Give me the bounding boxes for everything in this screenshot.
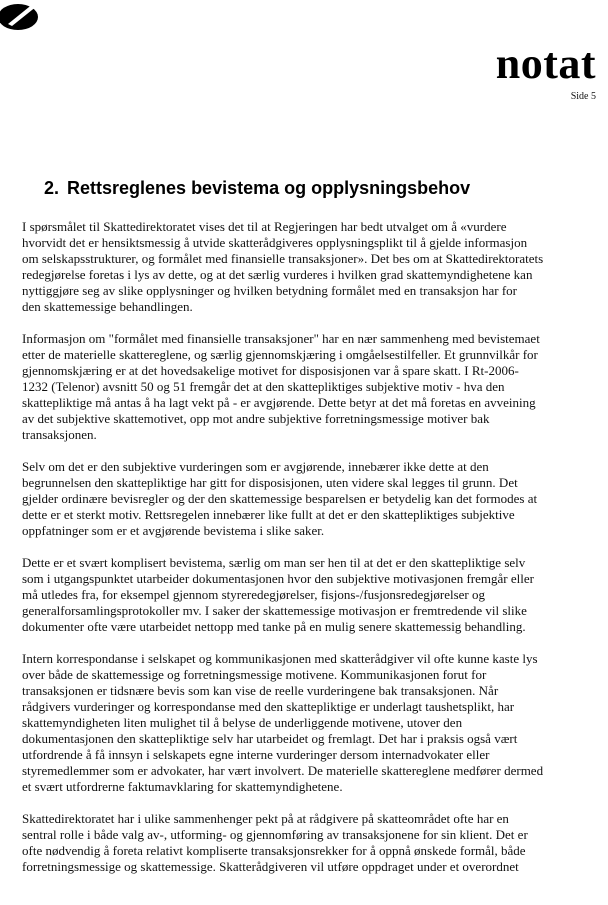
paragraph-line: Intern korrespondanse i selskapet og kommunikasjonen med skatterådgiver vil ofte kunne kaste lys bbox=[22, 651, 538, 666]
paragraph-line: forretningsmessige og skattemessige. Skatterådgiveren vil utføre oppdraget under et overordnet bbox=[22, 859, 519, 874]
paragraph bbox=[22, 651, 602, 795]
paragraph bbox=[22, 219, 602, 315]
paragraph-line: generalforsamlingsprotokoller mv. I saker der skattemessige motivasjon er fremtredende vil slike bbox=[22, 603, 527, 618]
paragraph-line: transaksjonen er tidsnære bevis som kan vise de reelle vurderingene bak transaksjonen. Når bbox=[22, 683, 499, 698]
paragraph-line: begrunnelsen den skattepliktige har gitt for disposisjonen, uten videre skal legges til grunn. Det bbox=[22, 475, 518, 490]
paragraph-line: gjennomskjæring er at det hovedsakelige motivet for disposisjonen var å spare skatt. I Rt-2006- bbox=[22, 363, 519, 378]
paragraph-line: Selv om det er den subjektive vurderingen som er avgjørende, innebærer ikke dette at den bbox=[22, 459, 489, 474]
paragraph-line: oppfatninger som er et avgjørende bevistema i slike saker. bbox=[22, 523, 325, 538]
paragraph bbox=[22, 555, 602, 635]
paragraph-line: den skattemessige behandlingen. bbox=[22, 299, 193, 314]
paragraph bbox=[22, 331, 602, 443]
section-number: 2. bbox=[44, 178, 60, 198]
paragraph-line: Skattedirektoratet har i ulike sammenhenger pekt på at rådgivere på skatteområdet ofte har en bbox=[22, 811, 509, 826]
paragraph-line: et svært utfordrerne faktumavklaring for skattemyndighetene. bbox=[22, 779, 343, 794]
paragraph-line: redegjørelse foretas i lys av dette, og at det særlig vurderes i hvilken grad skattemyndighetene kan bbox=[22, 267, 533, 282]
paragraph-line: av det subjektive skattemotivet, opp mot andre subjektive forretningsmessige motiver bak bbox=[22, 411, 490, 426]
paragraph-line: over både de skattemessige og forretningsmessige motivene. Kommunikasjonen forut for bbox=[22, 667, 487, 682]
paragraph-line: dokumenter ofte være utarbeidet nettopp med tanke på en mulig senere skattemessig behandling. bbox=[22, 619, 526, 634]
paragraph-line: sentral rolle i både valg av-, utforming- og gjennomføring av transaksjonene for sin klient. Det er bbox=[22, 827, 528, 842]
paragraph-line: transaksjonen. bbox=[22, 427, 97, 442]
paragraph-line: styremedlemmer som er advokater, har vært involvert. De materielle skattereglene medfører dermed bbox=[22, 763, 544, 778]
document-type-title: notat bbox=[495, 39, 596, 88]
section-title: Rettsreglenes bevistema og opplysningsbehov bbox=[67, 178, 471, 198]
paragraph-line: må utledes fra, for eksempel gjennom styreredegjørelser, fisjons-/fusjonsredegjørelser og bbox=[22, 587, 485, 602]
paragraph-line: skattepliktige må antas å ha lagt vekt på - er avgjørende. Dette betyr at det må foretas en avveining bbox=[22, 395, 536, 410]
paragraph-line: dette er et sterkt motiv. Rettsregelen innebærer like fullt at det er den skattepliktiges subjektive bbox=[22, 507, 515, 522]
paragraph-line: etter de materielle skattereglene, og særlig gjennomskjæring i omgåelsestilfeller. Et grunnvilkår for bbox=[22, 347, 538, 362]
paragraph-line: skattemyndigheten liten mulighet til å belyse de underliggende motivene, utover den bbox=[22, 715, 463, 730]
page-number: Side 5 bbox=[570, 91, 596, 102]
paragraph-line: gjelder ordinære bevisregler og der den skattemessige besparelsen er betydelig kan det formodes at bbox=[22, 491, 538, 506]
logo-icon bbox=[0, 0, 44, 32]
paragraph-line: Informasjon om "formålet med finansielle transaksjoner" har en nær sammenheng med bevistemaet bbox=[22, 331, 540, 346]
paragraph-line: dokumentasjonen den skattepliktige selv har utarbeidet og fremlagt. Det har i praksis også vært bbox=[22, 731, 518, 746]
paragraph-line: hvorvidt det er hensiktsmessig å utvide skatterådgiveres opplysningsplikt til å gjelde informasjon bbox=[22, 235, 528, 250]
body-text bbox=[22, 219, 602, 891]
paragraph-line: I spørsmålet til Skattedirektoratet vises det til at Regjeringen har bedt utvalget om å «vurdere bbox=[22, 219, 507, 234]
paragraph-line: nyttiggjøre seg av slike opplysninger og hvilken betydning formålet med en transaksjon har for bbox=[22, 283, 517, 298]
paragraph-line: om selskapsstrukturer, og formålet med finansielle transaksjoner». Det bes om at Skattedirektoratets bbox=[22, 251, 544, 266]
paragraph bbox=[22, 811, 602, 875]
paragraph-line: 1232 (Telenor) avsnitt 50 og 51 fremgår det at den skattepliktiges subjektive motiv - hva den bbox=[22, 379, 505, 394]
paragraph-line: ofte nødvendig å foreta relativt kompliserte transaksjonsrekker for å oppnå ønskede formål, både bbox=[22, 843, 526, 858]
section-heading bbox=[44, 178, 470, 199]
paragraph-line: som i utgangspunktet utarbeider dokumentasjonen hvor den subjektive motivasjonen fremgår eller bbox=[22, 571, 534, 586]
paragraph-line: Dette er et svært komplisert bevistema, særlig om man ser hen til at det er den skattepliktige selv bbox=[22, 555, 526, 570]
paragraph-line: utfordrende å få innsyn i selskapets egne interne vurderinger dersom internadvokater eller bbox=[22, 747, 490, 762]
paragraph-line: rådgivers vurderinger og korrespondanse med den skattepliktige er underlagt taushetsplikt, har bbox=[22, 699, 515, 714]
paragraph bbox=[22, 459, 602, 539]
